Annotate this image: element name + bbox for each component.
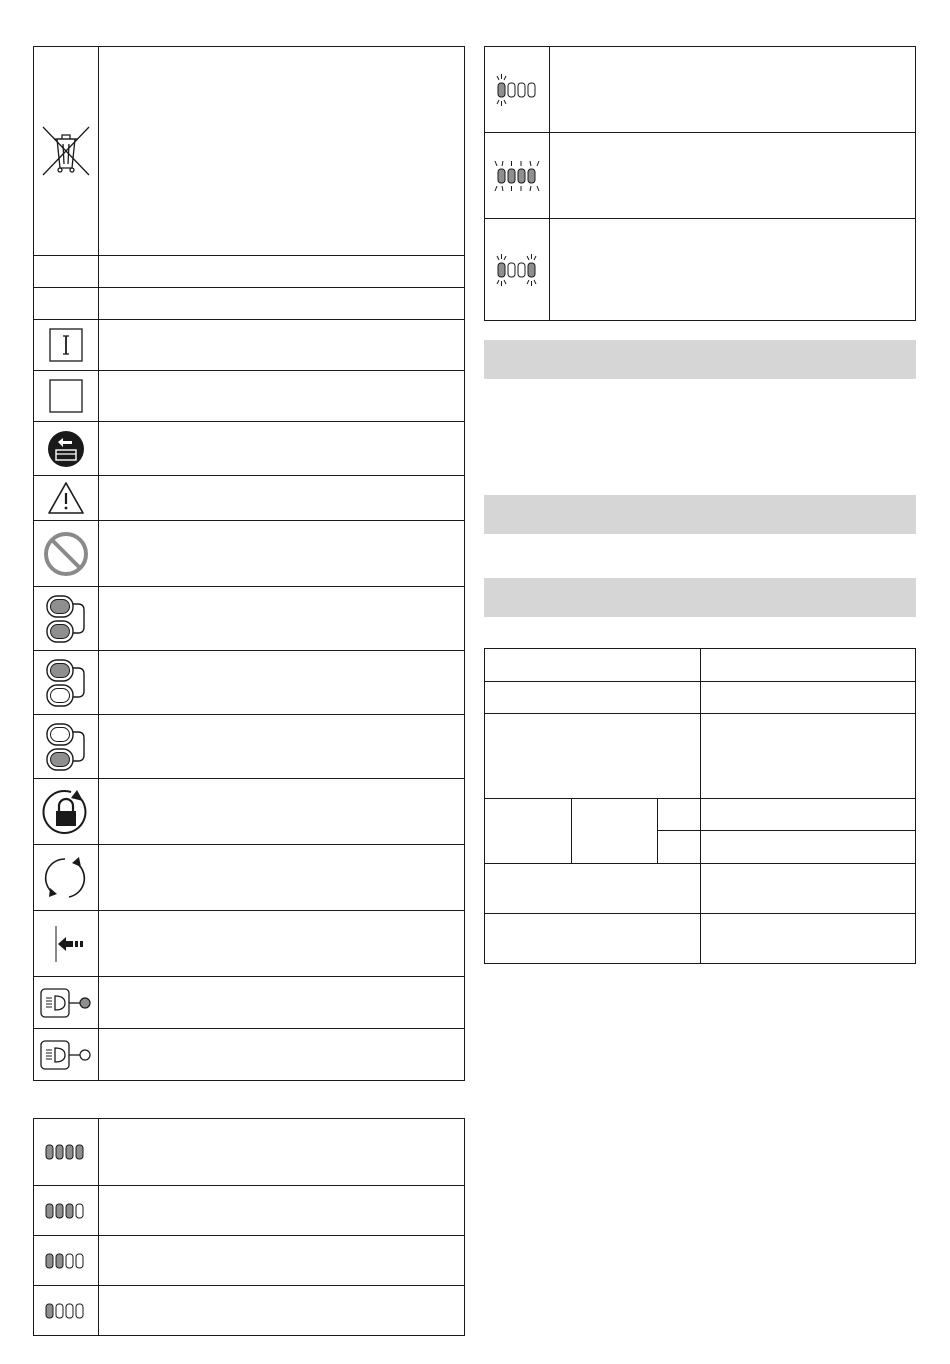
rotation-direction-icon (41, 853, 91, 903)
table-row (34, 521, 465, 587)
led-segment-unlit (56, 1304, 63, 1318)
symbol-description (99, 977, 465, 1029)
insert-direction-icon (44, 922, 88, 966)
led-segment-unlit (76, 1254, 83, 1268)
table-row (485, 864, 916, 914)
table-row (485, 714, 916, 799)
off-switch-icon (49, 379, 83, 413)
table-row (34, 779, 465, 845)
charge-4-bars-icon (44, 1142, 88, 1162)
spec-unit (658, 799, 701, 831)
led-segment-lit (56, 1254, 63, 1268)
all-bars-blinking-icon (493, 158, 541, 194)
led-segment-unlit (76, 1304, 83, 1318)
symbol-description (99, 845, 465, 911)
upper-light-on-icon (45, 658, 87, 708)
spec-label (485, 864, 701, 914)
led-segment-lit (66, 1145, 73, 1159)
spec-value (701, 831, 916, 864)
table-row (34, 371, 465, 422)
both-lights-on-icon (45, 594, 87, 644)
table-row (485, 133, 916, 219)
table-row (34, 977, 465, 1029)
led-segment-lit (76, 1145, 83, 1159)
blink-description (550, 219, 916, 321)
symbol-description (99, 1029, 465, 1081)
table-row (34, 1119, 465, 1186)
on-switch-icon (49, 328, 83, 362)
spec-value (701, 682, 916, 714)
table-row (34, 1236, 465, 1286)
table-row (34, 47, 465, 256)
led-segment-lit (46, 1145, 53, 1159)
led-segment-lit (46, 1254, 53, 1268)
charge-description (99, 1186, 465, 1236)
led-segment-lit (56, 1204, 63, 1218)
led-segment-lit (56, 1145, 63, 1159)
symbol-description (99, 256, 465, 288)
symbol-description (99, 320, 465, 371)
led-segment-unlit (76, 1204, 83, 1218)
section-heading-bar (484, 340, 916, 379)
section-heading-bar (484, 495, 916, 534)
spec-label (485, 714, 701, 799)
charge-2-bars-icon (44, 1251, 88, 1271)
charge-3-bars-icon (44, 1201, 88, 1221)
symbol-description (99, 422, 465, 476)
specifications-table (484, 648, 916, 964)
table-row (485, 649, 916, 682)
table-row (34, 1286, 465, 1336)
blink-description (550, 47, 916, 133)
charge-description (99, 1119, 465, 1186)
section-heading-bar (484, 578, 916, 617)
charge-description (99, 1286, 465, 1336)
symbol-description (99, 521, 465, 587)
table-row (34, 651, 465, 715)
spec-sublabel (572, 799, 658, 864)
spec-value (701, 799, 916, 831)
spec-label (485, 799, 572, 864)
outer-bars-blinking-icon (493, 252, 541, 288)
symbol-description (99, 47, 465, 256)
prohibited-icon (42, 530, 90, 578)
lower-light-on-icon (45, 722, 87, 772)
table-row (34, 320, 465, 371)
symbol-description (99, 587, 465, 651)
charge-1-bar-icon (44, 1301, 88, 1321)
crossed-out-wheelie-bin-icon (41, 124, 91, 178)
symbol-description (99, 911, 465, 977)
blink-status-table (484, 46, 916, 321)
worklight-on-icon (40, 987, 92, 1019)
charge-description (99, 1236, 465, 1286)
symbol-description (99, 651, 465, 715)
table-row (34, 256, 465, 288)
spec-value (701, 649, 916, 682)
remove-battery-icon (47, 430, 85, 468)
symbols-table (33, 46, 465, 1081)
table-row (34, 1029, 465, 1081)
warning-triangle-icon (46, 480, 86, 516)
table-row (485, 682, 916, 714)
table-row (485, 219, 916, 321)
table-row (485, 799, 916, 831)
spec-value (701, 914, 916, 964)
led-segment-unlit (66, 1254, 73, 1268)
worklight-off-icon (40, 1039, 92, 1071)
table-row (34, 715, 465, 779)
led-segment-lit (46, 1304, 53, 1318)
led-segment-unlit (66, 1304, 73, 1318)
table-row (34, 476, 465, 521)
spec-label (485, 682, 701, 714)
symbol-description (99, 779, 465, 845)
table-row (485, 914, 916, 964)
symbol-description (99, 371, 465, 422)
table-row (34, 845, 465, 911)
first-bar-blinking-icon (493, 72, 541, 108)
symbol-description (99, 476, 465, 521)
spec-value (701, 864, 916, 914)
charge-level-table (33, 1118, 465, 1336)
table-row (34, 587, 465, 651)
table-row (34, 288, 465, 320)
spec-value (701, 714, 916, 799)
led-segment-lit (46, 1204, 53, 1218)
table-row (34, 1186, 465, 1236)
led-segment-lit (66, 1204, 73, 1218)
spec-unit (658, 831, 701, 864)
spec-label (485, 649, 701, 682)
symbol-description (99, 288, 465, 320)
spindle-lock-icon (41, 787, 91, 837)
blink-description (550, 133, 916, 219)
table-row (34, 422, 465, 476)
spec-label (485, 914, 701, 964)
symbol-description (99, 715, 465, 779)
table-row (34, 911, 465, 977)
table-row (485, 47, 916, 133)
